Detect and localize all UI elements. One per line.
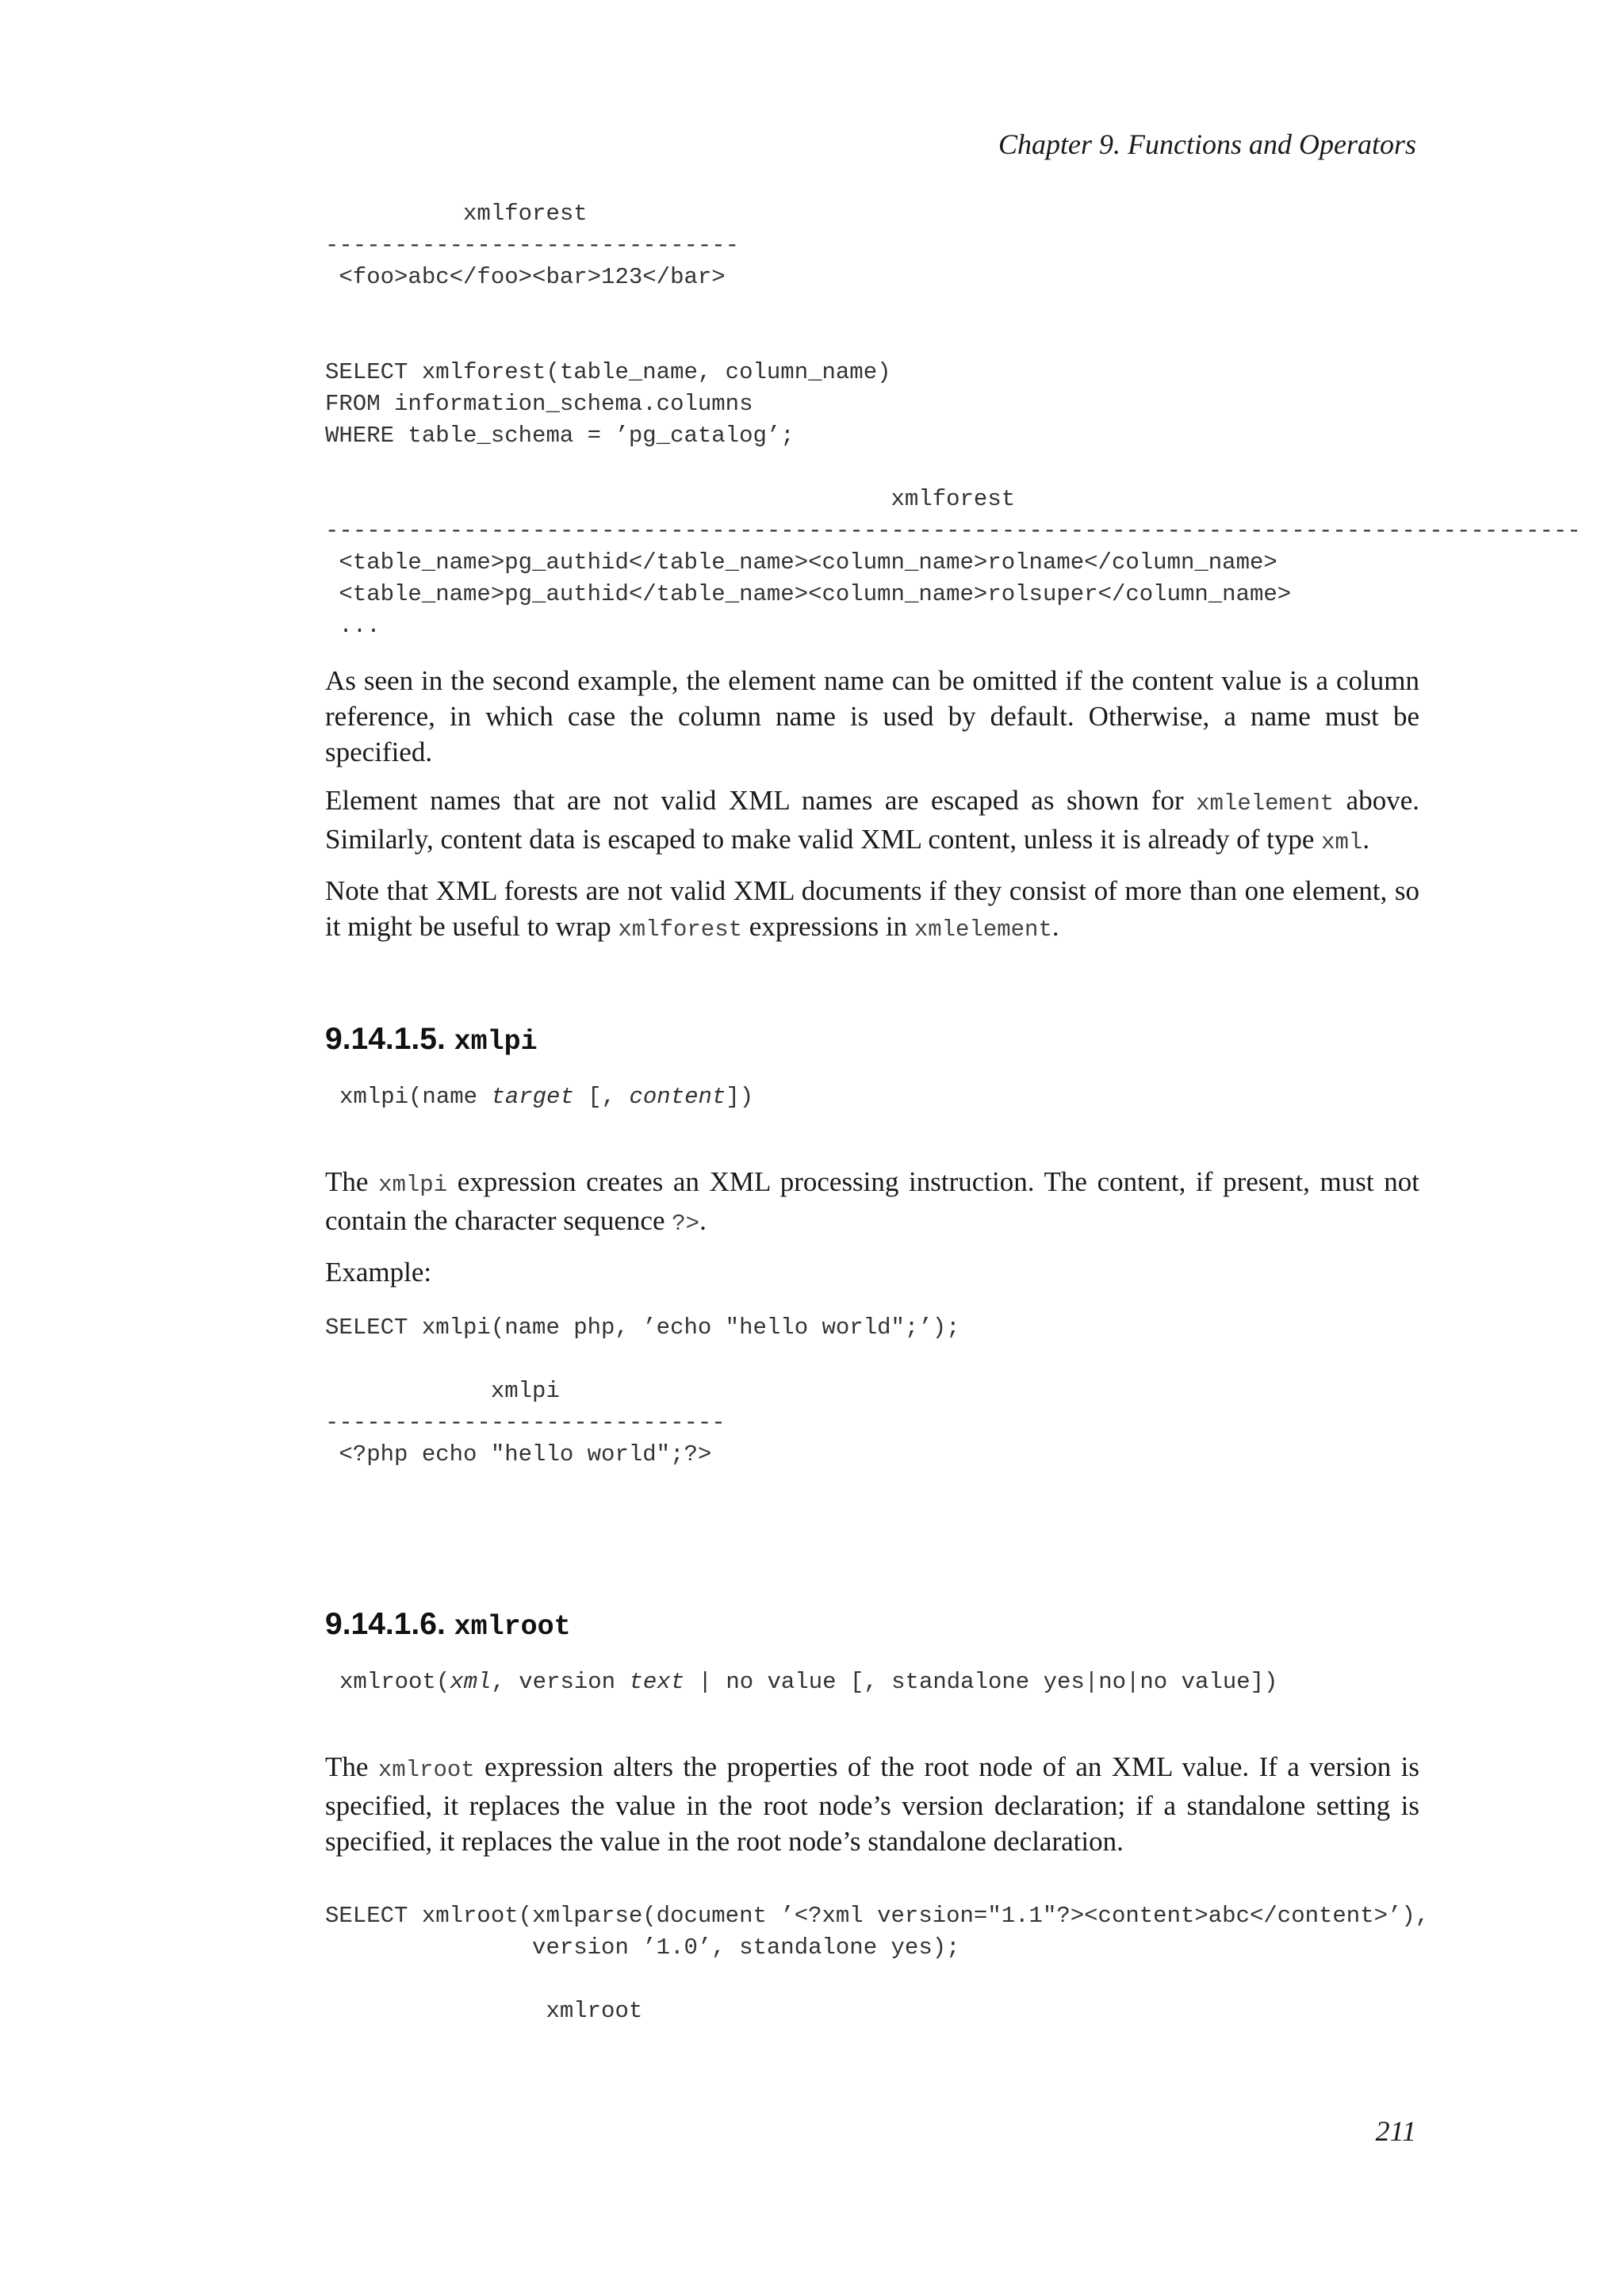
page-content [325,198,1581,2027]
section-heading-xmlroot: 9.14.1.6. xmlroot [325,1607,571,1643]
result-row: <foo>abc</foo><bar>123</bar> [325,264,726,290]
result-row: <?php echo "hello world";?> [325,1441,712,1468]
inline-code: xmlelement [914,916,1052,943]
xmlroot-synopsis: xmlroot(xml, version text | no value [, standalone yes|no|no value]) [339,1669,1278,1695]
inline-code: xmlpi [378,1172,448,1198]
paragraph-escaping: Element names that are not valid XML names are escaped as shown for xmlelement above. Similarly, content data is escaped to make valid XML content, unless it is already of type xml. [325,785,1420,855]
xmlpi-example-result [325,1376,1419,1471]
xmlpi-example-query: SELECT xmlpi(name php, ’echo "hello world";’); [325,1314,960,1341]
inline-code: xmlelement [1196,790,1335,817]
result-separator: ----------------------------- [325,1410,726,1436]
xmlpi-description: The xmlpi expression creates an XML processing instruction. The content, if present, must not contain the character sequence ?>. [325,1166,1419,1237]
xmlforest-example-1-result [325,198,1419,293]
result-column-header: xmlroot [325,1998,643,2024]
result-row: <table_name>pg_authid</table_name><column_name>rolsuper</column_name> [325,581,1292,607]
inline-code: xmlforest [618,916,743,943]
example-label: Example: [325,1257,432,1288]
inline-code: xmlroot [377,1757,475,1783]
paragraph-element-name-omitted: As seen in the second example, the element name can be omitted if the content value is a column reference, in which case the column name is used by default. Otherwise, a name must be specified. [325,665,1419,767]
result-separator: ------------------------------ [325,232,740,258]
result-column-header: xmlforest [325,486,1016,512]
inline-code: ?> [672,1211,700,1237]
section-heading-xmlpi: 9.14.1.5. xmlpi [325,1022,538,1058]
inline-code: xml [1321,829,1363,855]
xmlroot-example-query: SELECT xmlroot(xmlparse(document ’<?xml version="1.1"?><content>abc</content>’), version ’1.0’, standalone yes); [325,1903,1430,1961]
xmlforest-example-2-result [325,484,1581,642]
result-separator: ------------------------------------------------------------------------------------------- [325,518,1581,544]
paragraph-xml-forests-note: Note that XML forests are not valid XML documents if they consist of more than one element, so it might be useful to wrap xmlforest expressions in xmlelement. [325,875,1419,943]
xmlforest-example-2-query: SELECT xmlforest(table_name, column_name) FROM information_schema.columns WHERE table_schema = ’pg_catalog’; [325,359,891,449]
xmlpi-synopsis: xmlpi(name target [, content]) [339,1084,754,1110]
result-column-header: xmlforest [325,201,588,227]
result-column-header: xmlpi [325,1378,560,1404]
result-row: ... [325,613,381,639]
xmlroot-description: The xmlroot expression alters the properties of the root node of an XML value. If a version is specified, it replaces the value in the root node’s version declaration; if a standalone setting is specified, it replaces the value in the root node’s standalone declaration. [325,1751,1419,1857]
running-header: Chapter 9. Functions and Operators [998,128,1416,160]
page-number: 211 [1375,2115,1416,2147]
result-row: <table_name>pg_authid</table_name><column_name>rolname</column_name> [325,549,1277,576]
